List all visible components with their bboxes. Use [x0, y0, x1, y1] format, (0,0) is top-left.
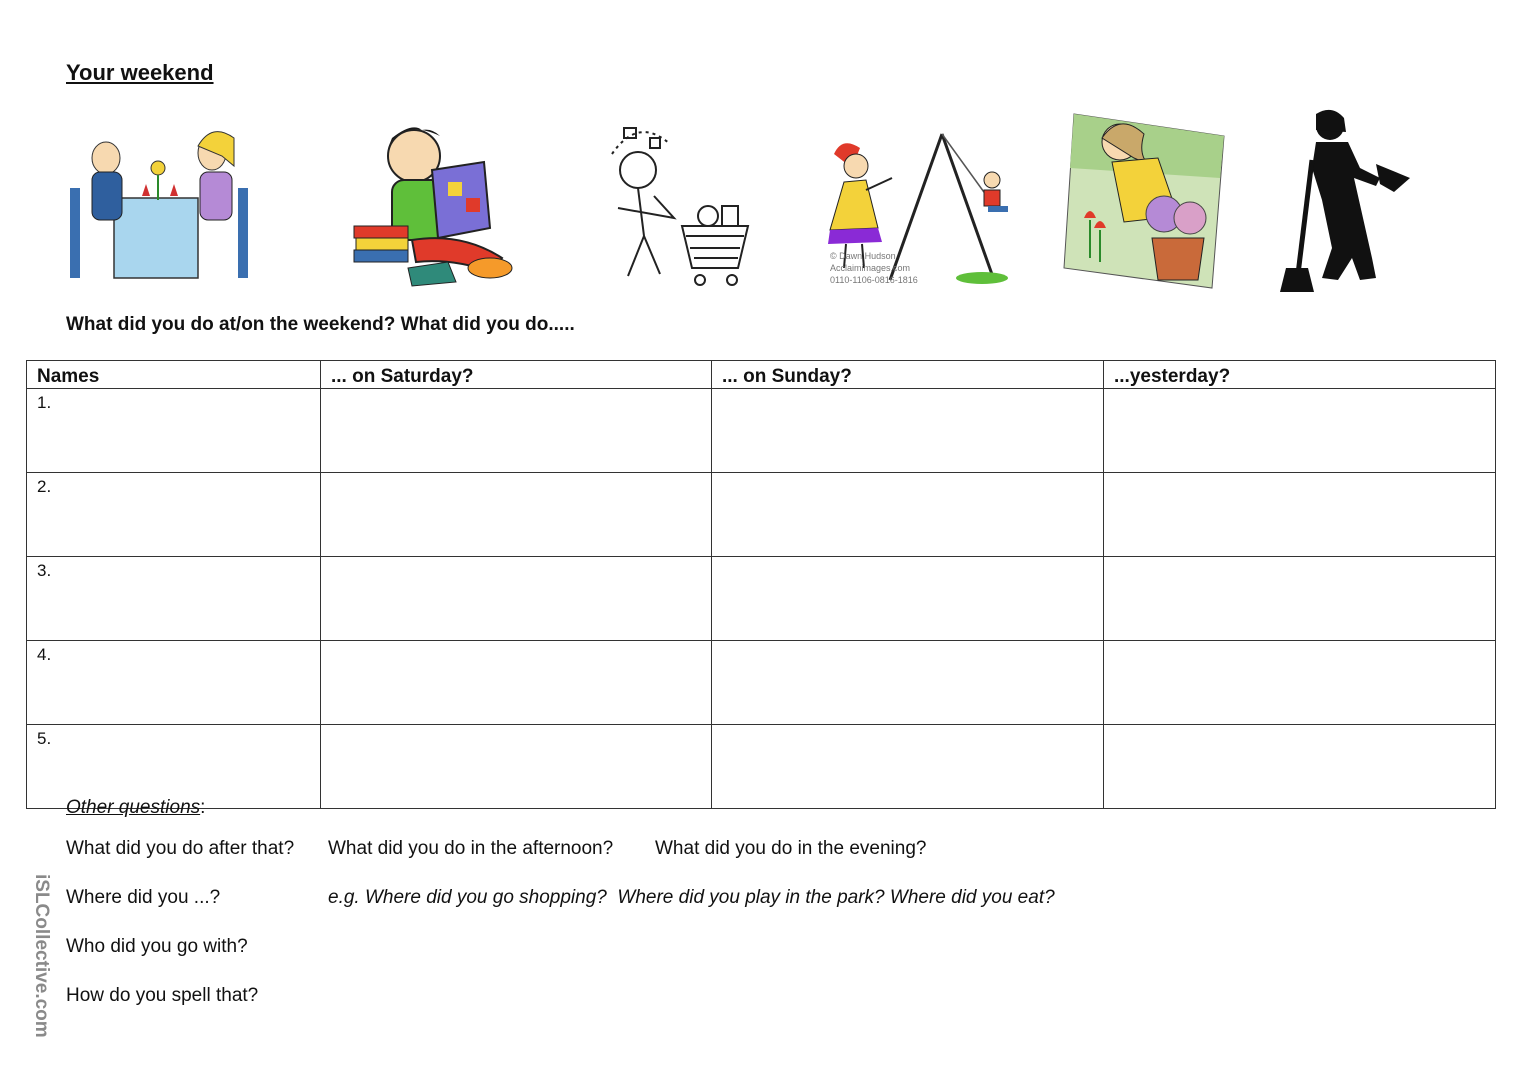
row-number: 5. — [27, 725, 321, 809]
question-after-that: What did you do after that? — [66, 838, 295, 859]
table-row — [27, 557, 1496, 641]
answer-cell[interactable] — [1104, 641, 1496, 725]
answer-cell[interactable] — [712, 725, 1104, 809]
header-names: Names — [27, 361, 321, 389]
table-instruction: What did you do at/on the weekend? What did you do..... — [66, 314, 575, 335]
table-row — [27, 641, 1496, 725]
man-shopping-cart-icon — [598, 108, 758, 295]
header-sunday: ... on Sunday? — [712, 361, 1104, 389]
woman-sweeping-silhouette-icon — [1276, 108, 1416, 303]
table-header-row — [27, 361, 1496, 389]
answer-cell[interactable] — [1104, 389, 1496, 473]
woman-gardening-icon — [1062, 108, 1226, 295]
answer-cell[interactable] — [321, 725, 712, 809]
illustration-credit: © Dawn Hudson Acclaimimages.com 0110-1106-0816-1816 — [830, 251, 918, 285]
question-afternoon: What did you do in the afternoon? — [328, 838, 614, 859]
answer-cell[interactable] — [1104, 557, 1496, 641]
row-number: 1. — [27, 389, 321, 473]
answer-cell[interactable] — [321, 389, 712, 473]
dining-couple-icon — [66, 108, 254, 295]
answer-cell[interactable] — [712, 641, 1104, 725]
watermark: iSLCollective.com — [31, 874, 52, 1038]
row-number: 2. — [27, 473, 321, 557]
answer-cell[interactable] — [321, 473, 712, 557]
answer-cell[interactable] — [321, 557, 712, 641]
table-row — [27, 473, 1496, 557]
answer-cell[interactable] — [1104, 473, 1496, 557]
girl-swing-icon — [822, 108, 1028, 295]
header-yesterday: ...yesterday? — [1104, 361, 1496, 389]
table-row — [27, 389, 1496, 473]
boy-reading-icon — [352, 108, 520, 295]
answer-table — [26, 360, 1496, 809]
row-number: 3. — [27, 557, 321, 641]
question-examples: e.g. Where did you go shopping? Where did you play in the park? Where did you eat? — [328, 887, 1055, 908]
page-title: Your weekend — [66, 60, 214, 85]
answer-cell[interactable] — [1104, 725, 1496, 809]
header-saturday: ... on Saturday? — [321, 361, 712, 389]
other-questions-heading: Other questions: — [66, 797, 206, 818]
answer-cell[interactable] — [712, 557, 1104, 641]
question-where: Where did you ...? — [66, 887, 221, 908]
question-who: Who did you go with? — [66, 936, 248, 957]
question-evening: What did you do in the evening? — [655, 838, 927, 859]
answer-cell[interactable] — [712, 389, 1104, 473]
answer-cell[interactable] — [712, 473, 1104, 557]
answer-cell[interactable] — [321, 641, 712, 725]
row-number: 4. — [27, 641, 321, 725]
question-spell: How do you spell that? — [66, 985, 259, 1006]
table-row — [27, 725, 1496, 809]
